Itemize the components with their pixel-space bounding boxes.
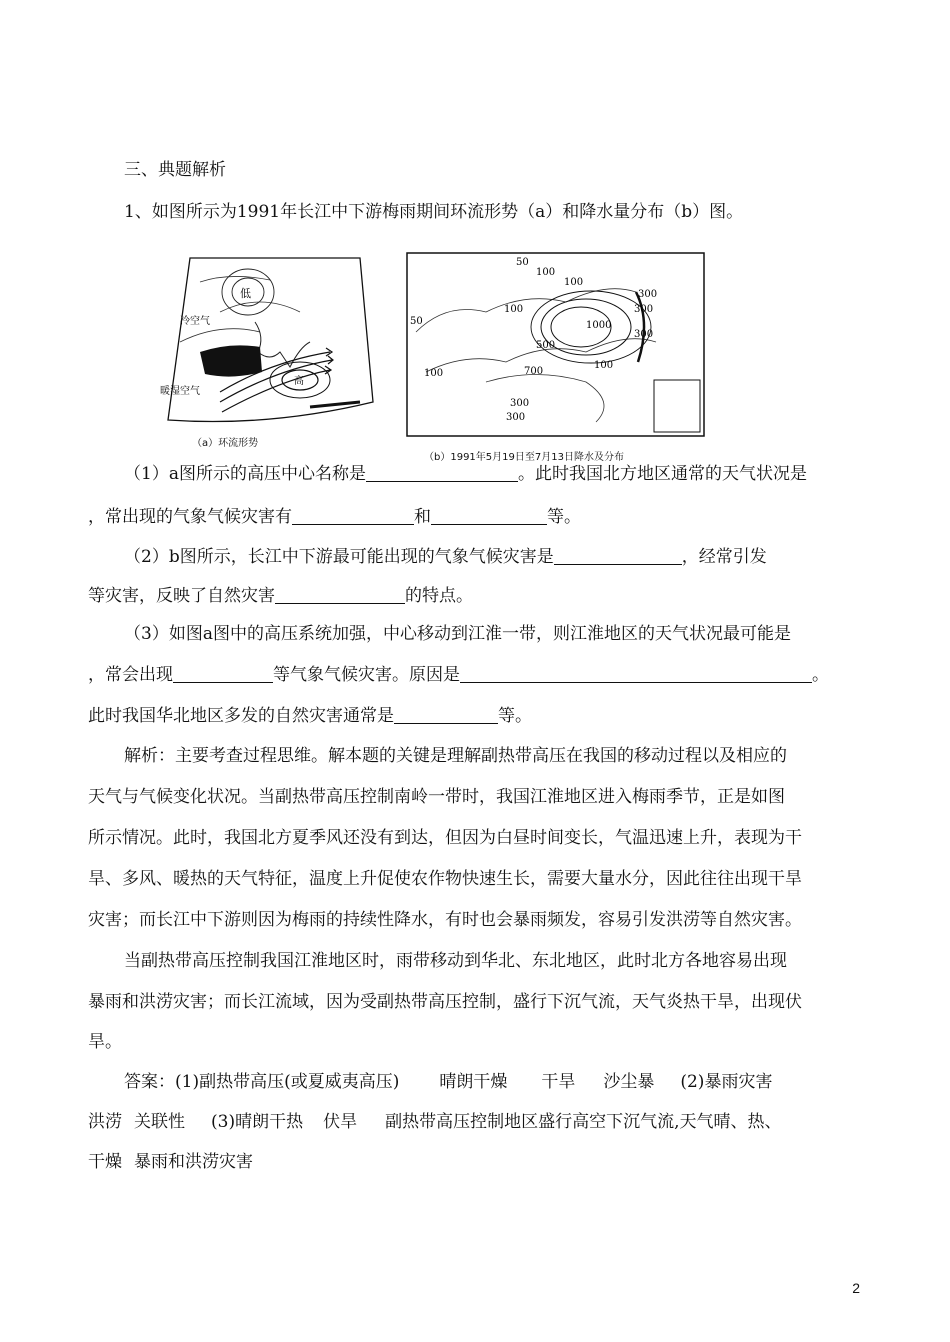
- q2-line1: （2）b图所示，长江中下游最可能出现的气象气候灾害是 ，经常引发: [124, 547, 767, 567]
- circulation-map: [160, 252, 376, 452]
- figure-a-caption: （a）环流形势: [192, 438, 259, 449]
- q3-line1: （3）如图a图中的高压系统加强，中心移动到江淮一带，则江淮地区的天气状况最可能是: [124, 624, 791, 644]
- answer-blank[interactable]: [275, 585, 405, 604]
- answer-line2: 洪涝 关联性 (3)晴朗干热 伏旱 副热带高压控制地区盛行高空下沉气流,天气晴、热、: [88, 1112, 782, 1132]
- q2-line2: 等灾害，反映了自然灾害 的特点。: [88, 586, 473, 606]
- section-title: 三、典题解析: [124, 160, 226, 180]
- contour-label: 300: [506, 412, 526, 423]
- q3-line2: ，常会出现 等气象气候灾害。原因是 。: [88, 665, 829, 685]
- contour-label: 100: [594, 360, 614, 371]
- contour-label: 700: [524, 366, 544, 377]
- analysis-line: 灾害；而长江中下游则因为梅雨的持续性降水，有时也会暴雨频发，容易引发洪涝等自然灾害。: [88, 910, 802, 930]
- contour-label: 50: [410, 316, 423, 327]
- contour-label: 300: [634, 329, 654, 340]
- contour-label: 100: [424, 368, 444, 379]
- analysis-line: 旱。: [88, 1032, 122, 1052]
- contour-label: 100: [536, 267, 556, 278]
- low-label: 低: [240, 287, 251, 300]
- answer-line1: 答案：(1)副热带高压(或夏威夷高压) 晴朗干燥 干旱 沙尘暴 (2)暴雨灾害: [124, 1072, 773, 1092]
- contour-label: 300: [510, 398, 530, 409]
- rain-belt: [200, 345, 262, 376]
- answer-blank[interactable]: [366, 463, 518, 482]
- contour-label: 1000: [586, 320, 612, 331]
- answer-blank[interactable]: [554, 546, 682, 565]
- analysis-line: 暴雨和洪涝灾害；而长江流域，因为受副热带高压控制，盛行下沉气流，天气炎热干旱，出现伏: [88, 992, 802, 1012]
- figure-b-caption: （b）1991年5月19日至7月13日降水及分布: [424, 452, 624, 463]
- warm-humid-air-label: 暖湿空气: [160, 386, 200, 397]
- cold-air-label: 冷空气: [180, 316, 210, 327]
- analysis-line: 所示情况。此时，我国北方夏季风还没有到达，但因为白昼时间变长，气温迅速上升，表现为干: [88, 828, 802, 848]
- page-number: 2: [852, 1280, 860, 1296]
- answer-blank[interactable]: [431, 506, 547, 525]
- analysis-line: 天气与气候变化状况。当副热带高压控制南岭一带时，我国江淮地区进入梅雨季节，正是如图: [88, 787, 785, 807]
- answer-blank[interactable]: [292, 506, 414, 525]
- contour-label: 100: [504, 304, 524, 315]
- answer-blank[interactable]: [173, 664, 273, 683]
- high-label: 高: [294, 376, 304, 387]
- analysis-line: 当副热带高压控制我国江淮地区时，雨带移动到华北、东北地区，此时北方各地容易出现: [124, 951, 787, 971]
- contour-label: 50: [516, 257, 529, 268]
- q1-line1: （1）a图所示的高压中心名称是 。此时我国北方地区通常的天气状况是: [124, 464, 807, 484]
- q3-line3: 此时我国华北地区多发的自然灾害通常是 等。: [88, 706, 532, 726]
- answer-blank[interactable]: [460, 664, 812, 683]
- contour-label: 100: [564, 277, 584, 288]
- contour-label: 300: [638, 289, 658, 300]
- answer-line3: 干燥 暴雨和洪涝灾害: [88, 1152, 253, 1172]
- contour-label: 300: [634, 304, 654, 315]
- figure-b: [406, 252, 706, 438]
- figure-a: [160, 252, 376, 452]
- contour-label: 500: [536, 340, 556, 351]
- precipitation-map: [406, 252, 706, 438]
- answer-blank[interactable]: [394, 705, 498, 724]
- question-stem: 1、如图所示为1991年长江中下游梅雨期间环流形势（a）和降水量分布（b）图。: [124, 202, 744, 222]
- analysis-line: 解析：主要考查过程思维。解本题的关键是理解副热带高压在我国的移动过程以及相应的: [124, 746, 787, 766]
- q1-line2: ，常出现的气象气候灾害有 和 等。: [88, 507, 581, 527]
- analysis-line: 旱、多风、暖热的天气特征，温度上升促使农作物快速生长，需要大量水分，因此往往出现干旱: [88, 869, 802, 889]
